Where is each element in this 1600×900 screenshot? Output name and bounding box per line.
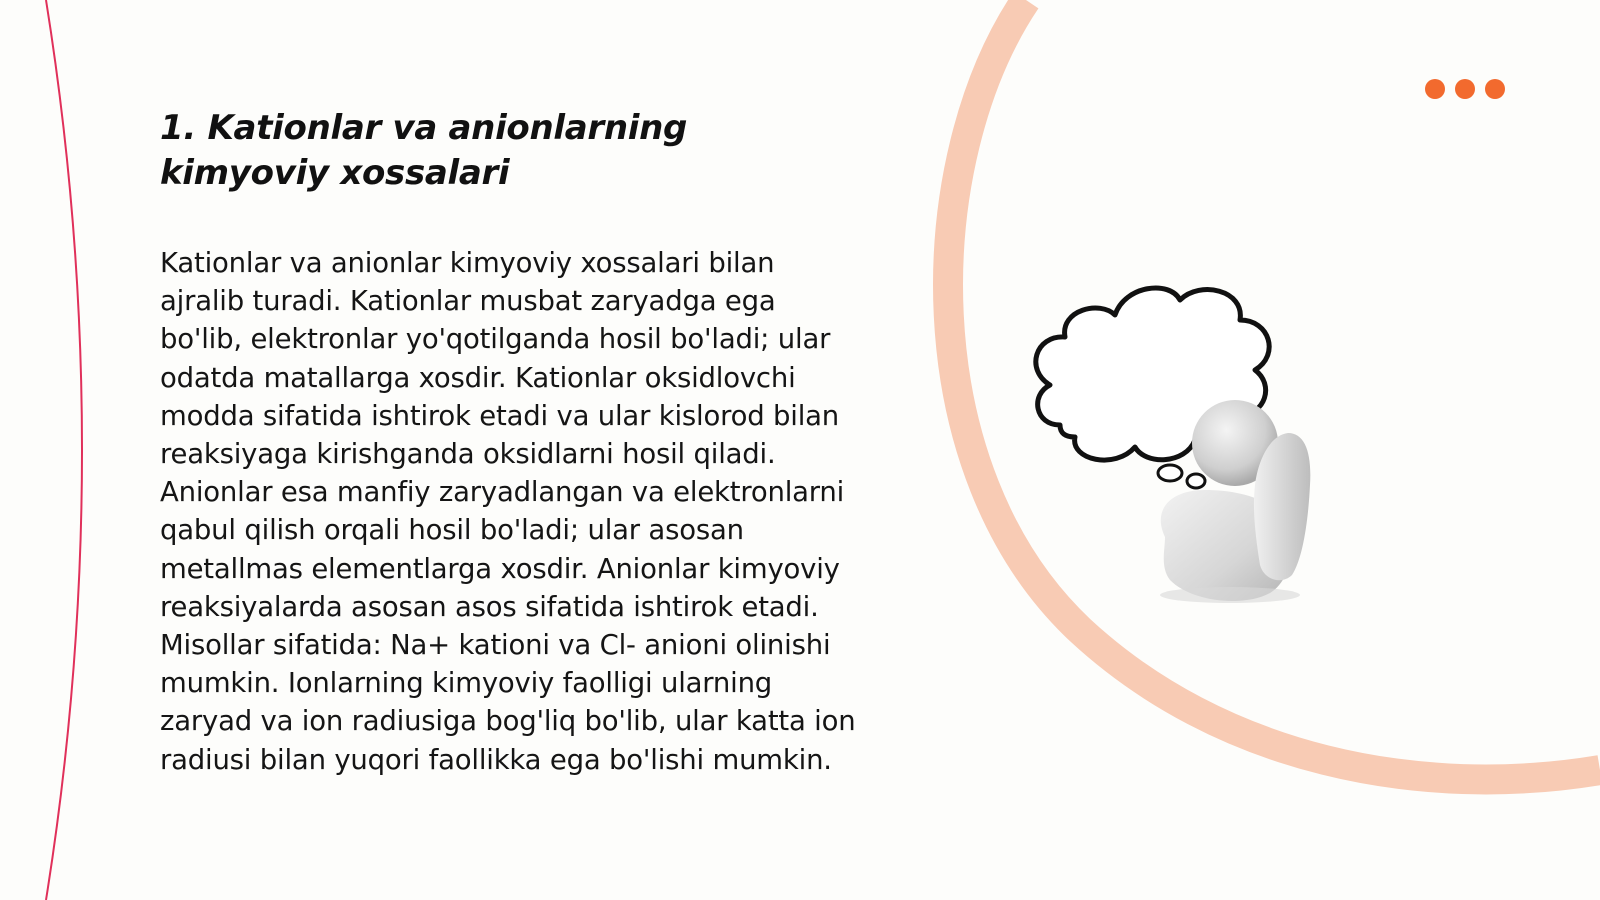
thinking-person-icon [1030,275,1350,615]
slide-title: 1. Kationlar va anionlarning kimyoviy xossalari [160,108,688,193]
left-curve-line [46,0,82,900]
dot-1 [1425,79,1445,99]
dot-2 [1455,79,1475,99]
slide-body-text: Kationlar va anionlar kimyoviy xossalari bilan ajralib turadi. Kationlar musbat zaryadga ega bo'lib, elektronlar yo'qotilganda hosil bo'ladi; ular odatda matallarga xosdir. Kationlar oksidlovchi modda sifatida ishtirok etadi va ular kislorod bilan reaksiyaga kirishganda oksidlarni hosil qiladi. Anionlar esa manfiy zaryadlangan va elektronlarni qabul qilish orqali hosil bo'ladi; ular asosan metallmas elementlarga xosdir. Anionlar kimyoviy reaksiyalarda asosan asos sifatida ishtirok etadi. Misollar sifatida: Na+ kationi va Cl- anioni olinishi mumkin. Ionlarning kimyoviy faolligi ularning zaryad va ion radiusiga bog'liq bo'lib, ular katta ion radiusi bilan yuqori faollikka ega bo'lishi mumkin. [160,247,856,776]
dot-3 [1485,79,1505,99]
three-dots-icon [1425,79,1505,99]
